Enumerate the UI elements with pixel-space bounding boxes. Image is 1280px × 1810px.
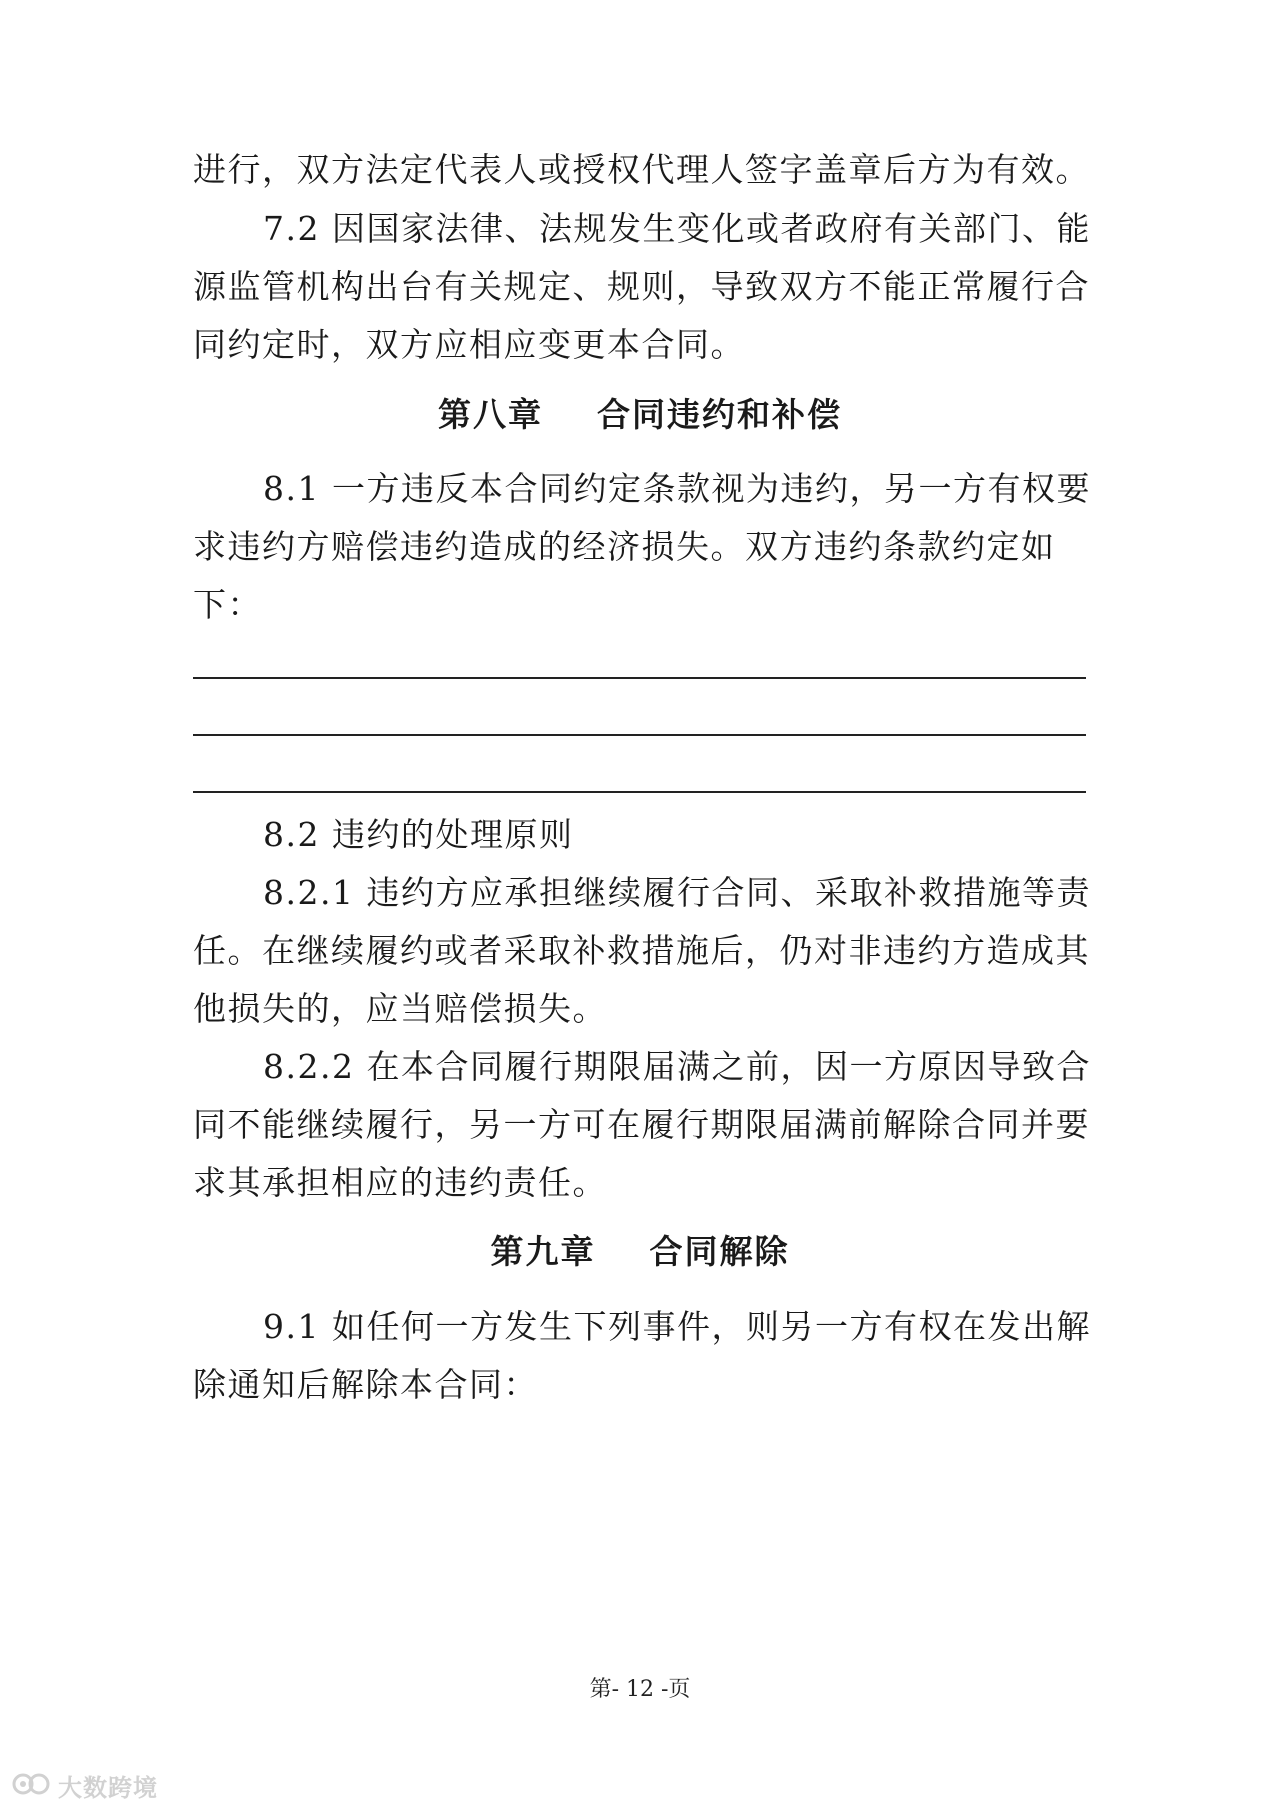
clause-9-1-line-1: 9.1 如任何一方发生下列事件，则另一方有权在发出解 <box>263 1307 1091 1346</box>
clause-8-2-1-line-3: 他损失的，应当赔偿损失。 <box>193 989 607 1028</box>
watermark-logo-icon <box>12 1769 52 1803</box>
fill-in-blank-line <box>193 791 1086 793</box>
clause-8-2-2-line-1: 8.2.2 在本合同履行期限届满之前，因一方原因导致合 <box>263 1047 1091 1086</box>
clause-8-1-line-2: 求违约方赔偿违约造成的经济损失。双方违约条款约定如 <box>193 527 1056 566</box>
clause-7-2-line-3: 同约定时，双方应相应变更本合同。 <box>193 325 745 364</box>
clause-8-1-line-3: 下： <box>193 585 262 624</box>
paragraph-continuation: 进行，双方法定代表人或授权代理人签字盖章后方为有效。 <box>193 150 1090 189</box>
chapter-9-heading: 第九章 合同解除 <box>490 1232 790 1271</box>
fill-in-blank-line <box>193 677 1086 679</box>
clause-8-2-1-line-2: 任。在继续履约或者采取补救措施后，仍对非违约方造成其 <box>193 931 1090 970</box>
clause-8-2-heading: 8.2 违约的处理原则 <box>263 815 574 854</box>
watermark <box>12 1768 158 1803</box>
clause-7-2-line-2: 源监管机构出台有关规定、规则，导致双方不能正常履行合 <box>193 267 1090 306</box>
clause-9-1-line-2: 除通知后解除本合同： <box>193 1365 538 1404</box>
fill-in-blank-line <box>193 734 1086 736</box>
clause-8-2-1-line-1: 8.2.1 违约方应承担继续履行合同、采取补救措施等责 <box>263 873 1091 912</box>
page-number: 第- 12 -页 <box>589 1677 691 1702</box>
watermark-text: 大数跨境 <box>58 1774 158 1802</box>
clause-8-1-line-1: 8.1 一方违反本合同约定条款视为违约，另一方有权要 <box>263 469 1091 508</box>
clause-7-2-line-1: 7.2 因国家法律、法规发生变化或者政府有关部门、能 <box>263 209 1091 248</box>
clause-8-2-2-line-3: 求其承担相应的违约责任。 <box>193 1163 607 1202</box>
clause-8-2-2-line-2: 同不能继续履行，另一方可在履行期限届满前解除合同并要 <box>193 1105 1090 1144</box>
chapter-8-heading: 第八章 合同违约和补偿 <box>438 395 842 434</box>
